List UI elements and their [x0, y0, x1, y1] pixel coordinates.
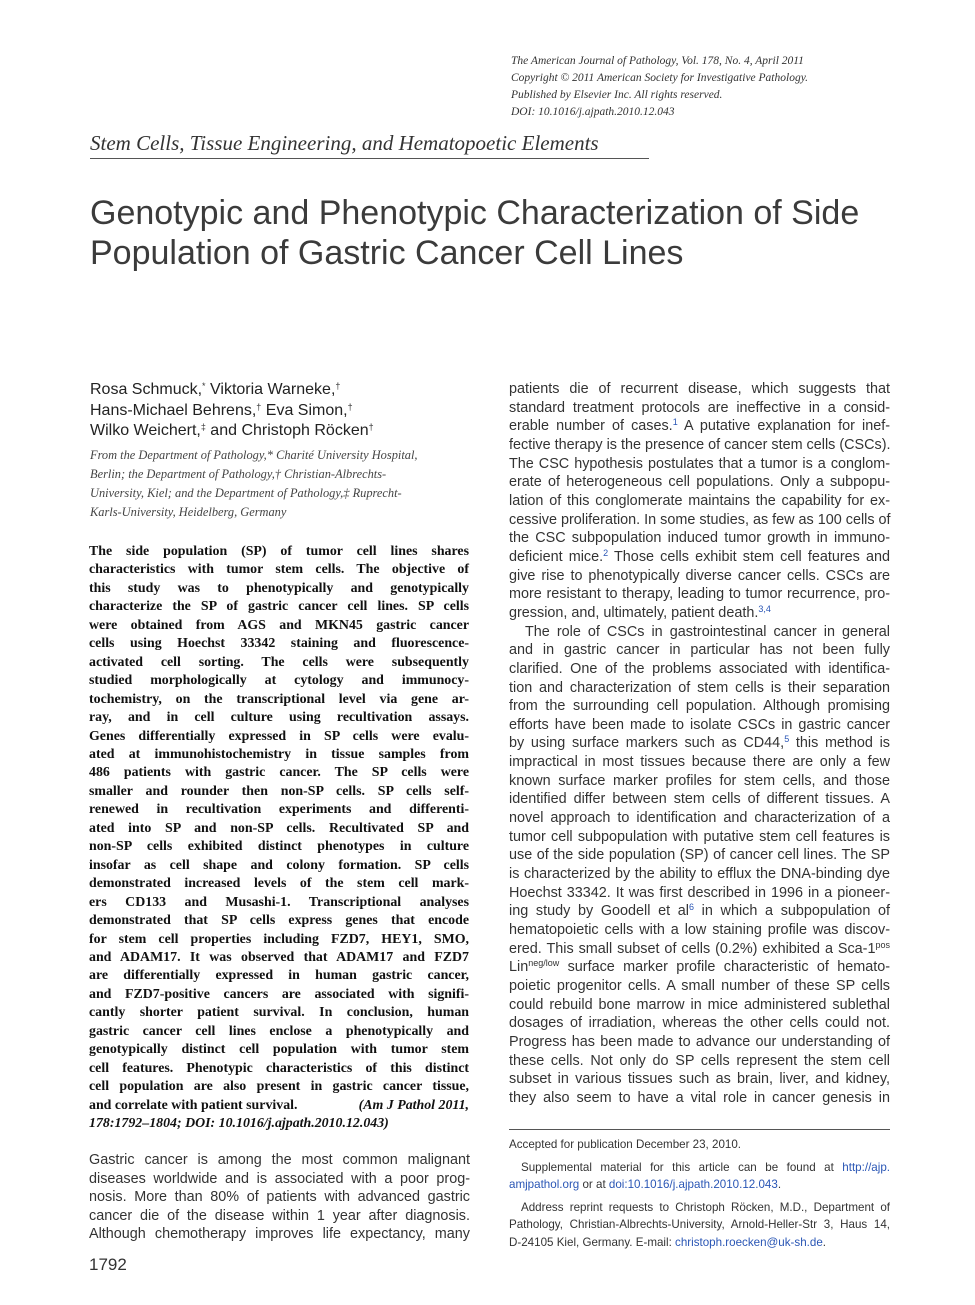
title-line-2: Population of Gastric Cancer Cell Lines — [90, 234, 684, 272]
journal-copyright: Copyright © 2011 American Society for Investigative Pathology. — [511, 72, 809, 84]
body-line: the CSC subpopulation induced tumor growth in immuno- — [509, 530, 890, 547]
body-line: The CSC hypothesis postulates that a tumor is a conglom- — [509, 455, 890, 472]
abstract-line: cells using Hoechst 33342 staining and fluorescence- — [89, 636, 469, 652]
supplemental-link[interactable]: http://ajp. — [842, 1160, 890, 1174]
abstract-line: this study was to phenotypically and genotypically — [89, 580, 469, 596]
abstract-citation: (Am J Pathol 2011, — [358, 1097, 469, 1113]
abstract-line: insofar as cell shape and colony formation. SP cells — [89, 857, 469, 873]
author-line: Hans-Michael Behrens,† Eva Simon,† — [90, 401, 353, 419]
body-line: Hoechst 33342. It was first described in 1996 in a pioneer- — [509, 884, 890, 901]
abstract-line: and FZD7-positive cancers are associated with signifi- — [89, 986, 469, 1002]
abstract-line: The side population (SP) of tumor cell lines shares — [89, 544, 469, 559]
body-line: is characterized by the ability to efflux the DNA-binding dye — [509, 866, 890, 883]
abstract-line: gastric cancer cell lines enclose a phenotypically and — [89, 1023, 469, 1039]
body-line: diseases worldwide and is associated with a poor prog- — [89, 1170, 470, 1187]
title-line-1: Genotypic and Phenotypic Characterization of Side — [90, 194, 860, 232]
abstract-line: demonstrated increased levels of the stem cell mark- — [89, 876, 469, 892]
body-line: gression, and, ultimately, patient death.$^{3,4}$ — [509, 603, 771, 621]
body-line: impractical in most tissues because there are only a few — [509, 754, 890, 771]
author-line: Wilko Weichert,‡ and Christoph Röcken† — [90, 422, 374, 440]
section-header: Stem Cells, Tissue Engineering, and Hematopoetic Elements — [90, 131, 599, 155]
affiliation-line: Karls-University, Heidelberg, Germany — [90, 505, 287, 519]
abstract-line: characterize the SP of gastric cancer cell lines. SP cells — [89, 599, 469, 615]
section-rule — [90, 158, 649, 159]
supplemental-note: Supplemental material for this article can be found at http://ajp. — [521, 1160, 890, 1174]
abstract-line: cantly shorter patient survival. In conclusion, human — [89, 1005, 469, 1021]
abstract-line: non-SP cells exhibited distinct phenotypes in culture — [89, 839, 469, 855]
body-line: cessive proliferation. In some studies, as few as 100 cells of — [509, 511, 891, 528]
supplemental-note-cont: amjpathol.org or at doi:10.1016/j.ajpath.2010.12.043. — [509, 1178, 782, 1191]
body-line: Lin$^{neg/low}$ surface marker profile characteristic of hemato- — [509, 958, 890, 976]
affiliations — [90, 446, 475, 522]
body-line: efforts have been made to isolate CSCs in gastric cancer — [509, 716, 890, 733]
accepted-note: Accepted for publication December 23, 2010. — [509, 1138, 742, 1151]
body-line: more resistant to therapy, leading to tumor recurrence, pro- — [509, 586, 890, 603]
author-line: Rosa Schmuck,* Viktoria Warneke,† — [90, 381, 341, 398]
abstract-line: 486 patients with gastric cancer. The SP cells were — [89, 765, 469, 781]
body-line: Progress has been made to advance our understanding of — [509, 1033, 890, 1050]
reference-link[interactable]: 5 — [784, 734, 790, 745]
body-line: hematopoietic cells with a low staining profile was discov- — [509, 922, 890, 939]
abstract-line: cell population are also present in gastric cancer tissue, — [89, 1079, 469, 1095]
abstract-line: activated cell sorting. The cells were subsequently — [89, 654, 469, 670]
affiliation-line: From the Department of Pathology,* Charité University Hospital, — [90, 448, 418, 462]
abstract-line: genotypically distinct cell population with tumor stem — [89, 1042, 469, 1058]
abstract — [89, 543, 469, 1134]
abstract-line: renewed in recultivation experiments and differenti- — [89, 802, 469, 818]
affiliation-line: University, Kiel; and the Department of Pathology,‡ Ruprecht- — [90, 486, 402, 500]
body-line: nosis. More than 80% of patients with advanced gastric — [89, 1189, 470, 1206]
body-line: could rebuild bone marrow in mice administered sublethal — [509, 996, 890, 1013]
body-line: they also seem to have a vital role in cancer genesis in — [509, 1089, 890, 1106]
body-line: fective therapy is the presence of cancer stem cells (CSCs). — [509, 436, 891, 453]
journal-publisher: Published by Elsevier Inc. All rights reserved. — [511, 89, 723, 101]
abstract-line: cell features. Phenotypic characteristics of this distinct — [89, 1060, 469, 1076]
introduction-right — [509, 380, 890, 1108]
abstract-line: are differentially expressed in human gastric cancer, — [89, 968, 469, 984]
body-line: these cells. Not only do SP cells represent the stem cell — [509, 1052, 890, 1069]
body-line: tion and characterization of stem cells is their separation — [509, 679, 890, 696]
body-line: by using surface markers such as CD44,$^5$ this method is — [509, 734, 891, 752]
page-number: 1792 — [89, 1255, 127, 1274]
body-line: lation of this conglomerate maintains the capability for ex- — [509, 492, 890, 509]
abstract-line: ray, and in cell culture using recultivation assays. — [89, 710, 469, 726]
abstract-line: ers CD133 and Musashi-1. Transcriptional analyses — [89, 894, 469, 910]
body-line: clarified. One of the problems associated with identifica- — [509, 660, 890, 677]
reference-link[interactable]: 2 — [603, 547, 609, 558]
abstract-line: demonstrated that SP cells express genes that encode — [89, 913, 469, 929]
author-list — [90, 380, 475, 442]
abstract-line: for stem cell properties including FZD7, HEY1, SMO, — [89, 931, 469, 947]
email-link[interactable]: christoph.roecken@uk-sh.de — [675, 1235, 823, 1249]
body-line: Gastric cancer is among the most common malignant — [89, 1152, 470, 1168]
abstract-citation-line: 178:1792–1804; DOI: 10.1016/j.ajpath.2010.12.043) — [89, 1116, 389, 1132]
abstract-line: ated into SP and non-SP cells. Recultivated SP and — [89, 820, 469, 836]
body-line: ered. This small subset of cells (0.2%) exhibited a Sca-$1^{pos}$ — [509, 939, 890, 957]
body-line: give rise to phenotypically diverse cancer cells. CSCs are — [509, 567, 890, 584]
body-line: standard treatment protocols are ineffective in a consid- — [509, 399, 890, 416]
footnotes — [509, 1136, 890, 1251]
reference-link[interactable]: 6 — [688, 902, 694, 913]
body-line: use of the side population (SP) of cancer cell lines. The SP — [509, 847, 890, 864]
abstract-line: characteristics with tumor stem cells. The objective of — [89, 562, 469, 578]
journal-doi: DOI: 10.1016/j.ajpath.2010.12.043 — [511, 106, 675, 118]
abstract-line: Genes differentially expressed in SP cells were evalu- — [89, 728, 469, 744]
body-line: ing study by Goodell et $al^6$ in which a subpopulation of — [509, 902, 890, 920]
body-line: poietic progenitor cells. A small number of these SP cells — [509, 978, 890, 994]
journal-info — [511, 53, 871, 121]
body-line: and in gastric cancer in particular has not been fully — [509, 642, 890, 659]
address-note: Pathology, Christian-Albrechts-University, Arnold-Heller-Str 3, Haus 14, — [509, 1218, 890, 1231]
body-line: dosages of irradiation, whereas the other cells could not. — [509, 1015, 890, 1032]
body-line: erate of heterogeneous cell populations. Only a subpopu- — [509, 474, 890, 491]
body-line: deficient mice.$^2$ Those cells exhibit stem cell features and — [509, 547, 890, 565]
body-line: from the surrounding cell population. Although promising — [509, 698, 890, 715]
body-line: novel approach to identification and characterization of a — [509, 810, 890, 827]
reference-link[interactable]: 3,4 — [758, 603, 771, 614]
abstract-line: smaller and rounder then non-SP cells. SP cells self- — [89, 783, 469, 799]
abstract-final-line: and correlate with patient survival. (Am J Pathol 2011, — [89, 1097, 469, 1115]
address-note: D-24105 Kiel, Germany. E-mail: christoph.roecken@uk-sh.de. — [509, 1235, 827, 1249]
reference-link[interactable]: 1 — [672, 417, 678, 428]
footnote-rule — [509, 1129, 890, 1130]
body-line: subset in various tissues such as brain, liver, and kidney, — [509, 1071, 890, 1088]
doi-link[interactable]: doi:10.1016/j.ajpath.2010.12.043 — [608, 1178, 778, 1191]
affiliation-line: Berlin; the Department of Pathology,† Christian-Albrechts- — [90, 467, 387, 481]
body-line: tumor cell subpopulation with putative stem cell features is — [509, 828, 890, 845]
address-note: Address reprint requests to Christoph Röcken, M.D., Department of — [521, 1200, 890, 1214]
abstract-line: ated at immunohistochemistry in tissue samples from — [89, 746, 469, 762]
introduction-left — [89, 1151, 470, 1244]
abstract-line: studied morphologically at cytology and immunocy- — [89, 673, 469, 689]
body-line: known surface marker profiles for stem cells, and those — [509, 772, 890, 789]
body-line: identified differ between stem cells of different tissues. A — [509, 791, 890, 808]
body-line: Although chemotherapy improves life expectancy, many — [89, 1226, 470, 1243]
article-title — [90, 193, 910, 273]
abstract-line: were obtained from AGS and MKN45 gastric cancer — [89, 617, 469, 633]
body-line: erable number of cases.$^1$ A putative explanation for inef- — [509, 417, 890, 435]
supplemental-link-cont[interactable]: amjpathol.org — [509, 1178, 580, 1191]
body-line: cancer die of the disease within 1 year after diagnosis. — [89, 1207, 470, 1224]
abstract-line: tochemistry, on the transcriptional level via gene ar- — [89, 691, 469, 707]
abstract-line: and ADAM17. It was observed that ADAM17 and FZD7 — [89, 949, 469, 965]
body-line: patients die of recurrent disease, which suggests that — [509, 381, 890, 397]
body-line: The role of CSCs in gastrointestinal cancer in general — [525, 623, 890, 640]
journal-citation: The American Journal of Pathology, Vol. 178, No. 4, April 2011 — [511, 55, 804, 67]
